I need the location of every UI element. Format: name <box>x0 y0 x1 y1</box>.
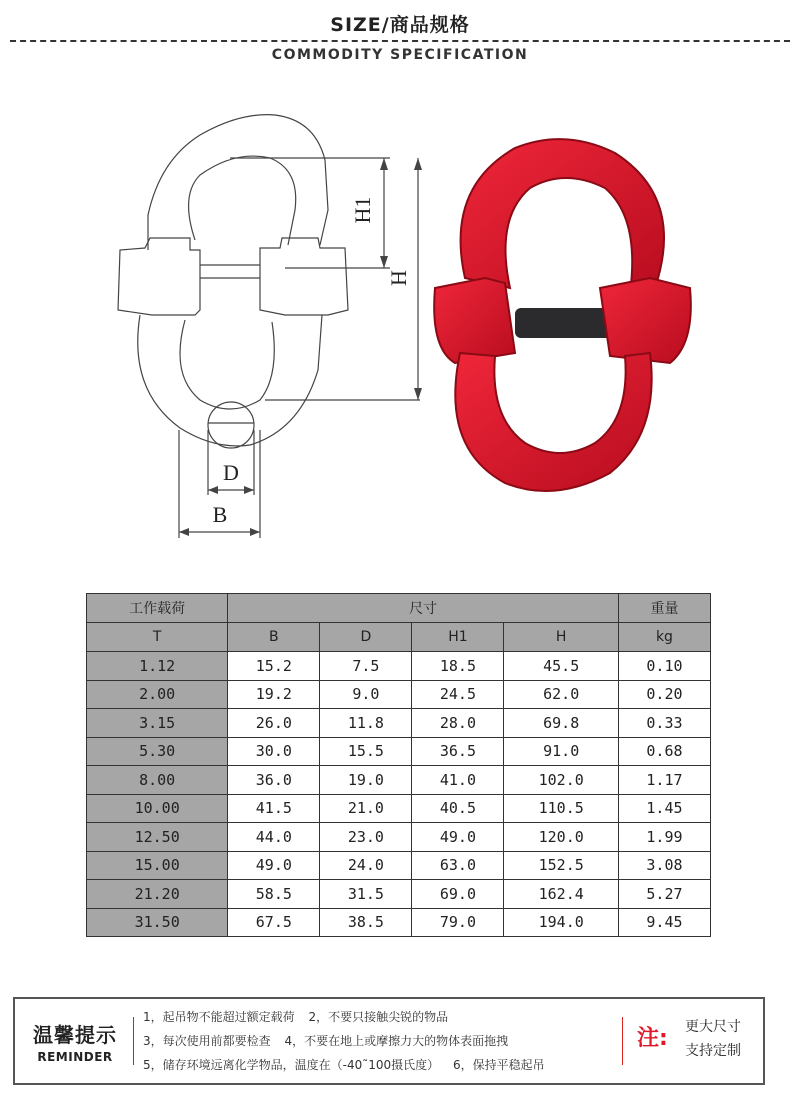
cell-weight: 0.33 <box>618 709 710 738</box>
cell-h1: 24.5 <box>412 680 504 709</box>
table-row <box>87 652 711 681</box>
cell-b: 26.0 <box>228 709 320 738</box>
cell-d: 38.5 <box>320 908 412 937</box>
cell-b: 30.0 <box>228 737 320 766</box>
reminder-title-zh: 温馨提示 <box>33 1023 117 1047</box>
cell-load: 1.12 <box>87 652 228 681</box>
reminder-box <box>13 997 765 1085</box>
table-row <box>87 709 711 738</box>
cell-weight: 0.10 <box>618 652 710 681</box>
cell-load: 2.00 <box>87 680 228 709</box>
cell-load: 3.15 <box>87 709 228 738</box>
cell-h1: 63.0 <box>412 851 504 880</box>
table-row <box>87 794 711 823</box>
cell-h: 62.0 <box>504 680 618 709</box>
cell-h1: 41.0 <box>412 766 504 795</box>
cell-b: 67.5 <box>228 908 320 937</box>
cell-b: 41.5 <box>228 794 320 823</box>
note-line: 支持定制 <box>685 1043 741 1059</box>
cell-h: 120.0 <box>504 823 618 852</box>
header-col-d: D <box>320 623 412 652</box>
cell-d: 11.8 <box>320 709 412 738</box>
label-h: H <box>386 270 411 286</box>
cell-weight: 1.45 <box>618 794 710 823</box>
header-size: 尺寸 <box>228 594 619 623</box>
cell-h: 110.5 <box>504 794 618 823</box>
cell-h: 69.8 <box>504 709 618 738</box>
table-row <box>87 766 711 795</box>
cell-load: 15.00 <box>87 851 228 880</box>
header-col-h1: H1 <box>412 623 504 652</box>
cell-weight: 1.17 <box>618 766 710 795</box>
reminder-item: 1，起吊物不能超过额定载荷 <box>143 1010 295 1024</box>
reminder-item: 5，储存环境远离化学物品，温度在（-40˜100摄氏度） <box>143 1058 440 1072</box>
cell-h1: 36.5 <box>412 737 504 766</box>
cell-h: 152.5 <box>504 851 618 880</box>
cell-d: 7.5 <box>320 652 412 681</box>
note-text <box>685 1015 741 1063</box>
cell-b: 36.0 <box>228 766 320 795</box>
cell-b: 58.5 <box>228 880 320 909</box>
cell-weight: 3.08 <box>618 851 710 880</box>
header-weight: 重量 <box>618 594 710 623</box>
cell-load: 5.30 <box>87 737 228 766</box>
cell-load: 8.00 <box>87 766 228 795</box>
cell-b: 15.2 <box>228 652 320 681</box>
table-row <box>87 680 711 709</box>
dashed-divider <box>10 40 790 42</box>
cell-d: 21.0 <box>320 794 412 823</box>
cell-h1: 40.5 <box>412 794 504 823</box>
cell-b: 19.2 <box>228 680 320 709</box>
table-row <box>87 737 711 766</box>
reminder-item: 2，不要只接触尖锐的物品 <box>308 1010 449 1024</box>
cell-h1: 79.0 <box>412 908 504 937</box>
reminder-divider <box>133 1017 134 1065</box>
table-row <box>87 880 711 909</box>
cell-load: 21.20 <box>87 880 228 909</box>
cell-load: 10.00 <box>87 794 228 823</box>
label-b: B <box>212 502 228 527</box>
table-row <box>87 908 711 937</box>
header-col-h: H <box>504 623 618 652</box>
header-load: 工作载荷 <box>87 594 228 623</box>
header-col-b: B <box>228 623 320 652</box>
cell-load: 31.50 <box>87 908 228 937</box>
cell-b: 44.0 <box>228 823 320 852</box>
label-d: D <box>223 460 239 485</box>
page-title: SIZE/商品规格 <box>330 14 470 36</box>
cell-h: 162.4 <box>504 880 618 909</box>
cell-weight: 9.45 <box>618 908 710 937</box>
note-line: 更大尺寸 <box>685 1019 741 1035</box>
cell-d: 24.0 <box>320 851 412 880</box>
note-divider <box>622 1017 623 1065</box>
note-label: 注: <box>637 1026 668 1051</box>
cell-h: 102.0 <box>504 766 618 795</box>
cell-weight: 5.27 <box>618 880 710 909</box>
spec-table <box>86 593 711 937</box>
cell-b: 49.0 <box>228 851 320 880</box>
table-row <box>87 823 711 852</box>
reminder-line <box>143 1029 545 1053</box>
table-row <box>87 851 711 880</box>
cell-h1: 49.0 <box>412 823 504 852</box>
cell-d: 19.0 <box>320 766 412 795</box>
cell-weight: 1.99 <box>618 823 710 852</box>
reminder-item: 6，保持平稳起吊 <box>452 1058 545 1072</box>
reminder-heading <box>25 1019 125 1064</box>
cell-h: 45.5 <box>504 652 618 681</box>
cell-h1: 69.0 <box>412 880 504 909</box>
cell-h: 194.0 <box>504 908 618 937</box>
page-subtitle: COMMODITY SPECIFICATION <box>271 47 529 63</box>
technical-drawing <box>100 100 430 550</box>
product-photo <box>425 128 695 498</box>
cell-load: 12.50 <box>87 823 228 852</box>
header-load-unit: T <box>87 623 228 652</box>
reminder-line <box>143 1053 545 1077</box>
reminder-item: 4，不要在地上或摩擦力大的物体表面拖拽 <box>284 1034 509 1048</box>
cell-weight: 0.68 <box>618 737 710 766</box>
header-weight-unit: kg <box>618 623 710 652</box>
reminder-item: 3，每次使用前都要检查 <box>143 1034 271 1048</box>
cell-d: 31.5 <box>320 880 412 909</box>
cell-d: 15.5 <box>320 737 412 766</box>
cell-h1: 28.0 <box>412 709 504 738</box>
cell-weight: 0.20 <box>618 680 710 709</box>
reminder-title-en: REMINDER <box>37 1050 113 1064</box>
cell-h1: 18.5 <box>412 652 504 681</box>
label-h1: H1 <box>350 196 375 224</box>
cell-d: 23.0 <box>320 823 412 852</box>
cell-h: 91.0 <box>504 737 618 766</box>
reminder-list <box>143 1005 545 1077</box>
reminder-line <box>143 1005 545 1029</box>
cell-d: 9.0 <box>320 680 412 709</box>
